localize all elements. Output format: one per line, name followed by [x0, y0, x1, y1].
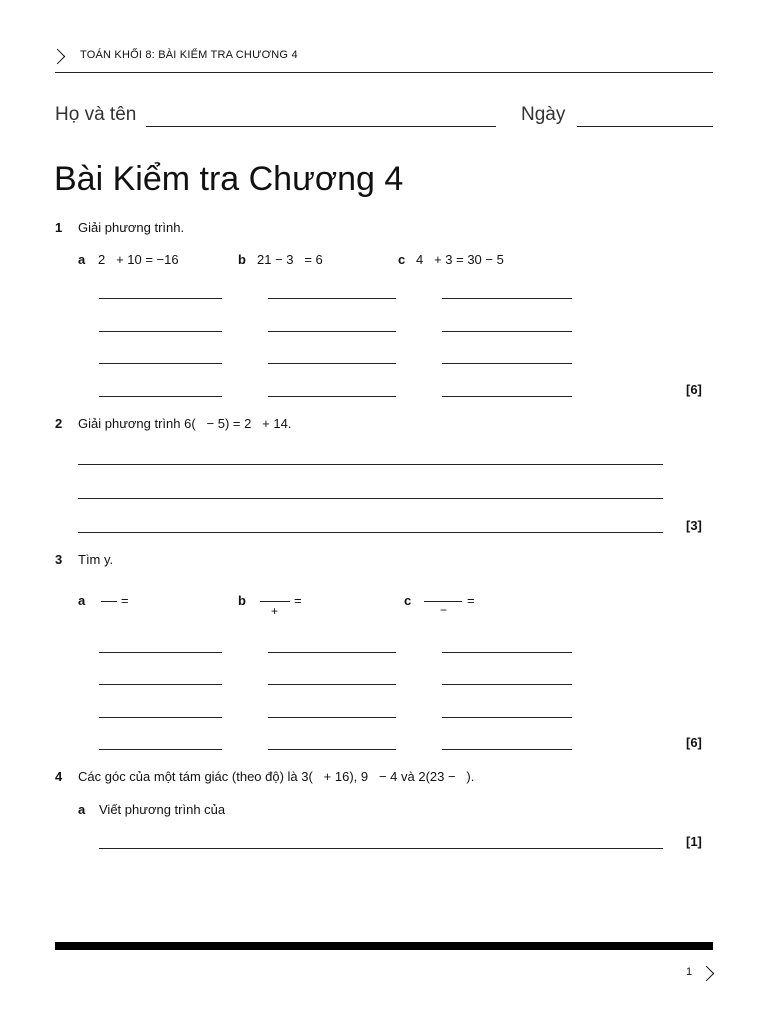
name-label: Họ và tên	[55, 104, 137, 125]
q3c-answer-line-2[interactable]	[442, 684, 572, 685]
q3b-answer-line-1[interactable]	[268, 652, 396, 653]
q4-part-a-text: Viết phương trình của	[99, 802, 226, 817]
q3c-answer-line-3[interactable]	[442, 717, 572, 718]
q1b-answer-line-1[interactable]	[268, 298, 396, 299]
question-4-text: Các góc của một tám giác (theo độ) là 3( + 16), 9 − 4 và 2(23 − ).	[78, 769, 475, 784]
q3b-answer-line-4[interactable]	[268, 749, 396, 750]
question-1-marks: [6]	[686, 382, 702, 397]
q1c-answer-line-4[interactable]	[442, 396, 572, 397]
q1-part-c-expr: 4 + 3 = 30 − 5	[416, 252, 504, 267]
question-4-marks: [1]	[686, 834, 702, 849]
q3-part-c-expr: =	[467, 593, 475, 608]
q3-part-b-expr: =	[294, 593, 302, 608]
q1-part-a-label: a	[78, 252, 86, 267]
q2-answer-line-1[interactable]	[78, 464, 663, 465]
footer-rule	[55, 942, 713, 950]
q1-part-a-expr: 2 + 10 = −16	[98, 252, 179, 267]
q1-part-c-label: c	[398, 252, 406, 267]
q3b-fraction-bar	[260, 601, 290, 602]
question-2-marks: [3]	[686, 518, 702, 533]
q3-part-a-label: a	[78, 593, 86, 608]
q1-part-b-label: b	[238, 252, 246, 267]
q3c-fraction-bar	[424, 601, 462, 602]
page-title: Bài Kiểm tra Chương 4	[54, 160, 404, 198]
q1a-answer-line-3[interactable]	[99, 363, 222, 364]
question-4-number: 4	[55, 769, 63, 784]
q3-part-c-label: c	[404, 593, 412, 608]
question-1-text: Giải phương trình.	[78, 220, 185, 235]
q4-part-a-label: a	[78, 802, 86, 817]
q3c-answer-line-4[interactable]	[442, 749, 572, 750]
q3-part-c-denominator: −	[440, 603, 448, 617]
q3a-answer-line-3[interactable]	[99, 717, 222, 718]
question-3-text: Tìm y.	[78, 552, 114, 567]
question-3-marks: [6]	[686, 735, 702, 750]
q3b-answer-line-2[interactable]	[268, 684, 396, 685]
q3a-answer-line-4[interactable]	[99, 749, 222, 750]
q2-answer-line-3[interactable]	[78, 532, 663, 533]
q3-part-a-expr: =	[121, 593, 129, 608]
q1-part-b-expr: 21 − 3 = 6	[257, 252, 323, 267]
chevron-right-icon	[50, 49, 66, 65]
date-label: Ngày	[521, 104, 566, 125]
q1c-answer-line-3[interactable]	[442, 363, 572, 364]
q1a-answer-line-2[interactable]	[99, 331, 222, 332]
q2-answer-line-2[interactable]	[78, 498, 663, 499]
q3-part-b-label: b	[238, 593, 246, 608]
question-1-number: 1	[55, 220, 63, 235]
q3a-answer-line-1[interactable]	[99, 652, 222, 653]
q1b-answer-line-2[interactable]	[268, 331, 396, 332]
q3c-answer-line-1[interactable]	[442, 652, 572, 653]
page-number: 1	[686, 966, 693, 978]
q3b-answer-line-3[interactable]	[268, 717, 396, 718]
q1a-answer-line-1[interactable]	[99, 298, 222, 299]
course-title: TOÁN KHỐI 8: BÀI KIỂM TRA CHƯƠNG 4	[80, 49, 298, 61]
q1c-answer-line-1[interactable]	[442, 298, 572, 299]
question-3-number: 3	[55, 552, 63, 567]
q3-part-b-denominator: +	[271, 604, 279, 618]
header-rule	[55, 72, 713, 73]
q4a-answer-line[interactable]	[99, 848, 663, 849]
q1b-answer-line-4[interactable]	[268, 396, 396, 397]
q3a-fraction-bar	[101, 601, 117, 602]
question-2-number: 2	[55, 416, 63, 431]
next-page-chevron-icon[interactable]	[699, 966, 715, 982]
q3a-answer-line-2[interactable]	[99, 684, 222, 685]
q1c-answer-line-2[interactable]	[442, 331, 572, 332]
date-field[interactable]	[577, 126, 713, 127]
question-2-text: Giải phương trình 6( − 5) = 2 + 14.	[78, 416, 292, 431]
q1a-answer-line-4[interactable]	[99, 396, 222, 397]
name-field[interactable]	[146, 126, 496, 127]
q1b-answer-line-3[interactable]	[268, 363, 396, 364]
